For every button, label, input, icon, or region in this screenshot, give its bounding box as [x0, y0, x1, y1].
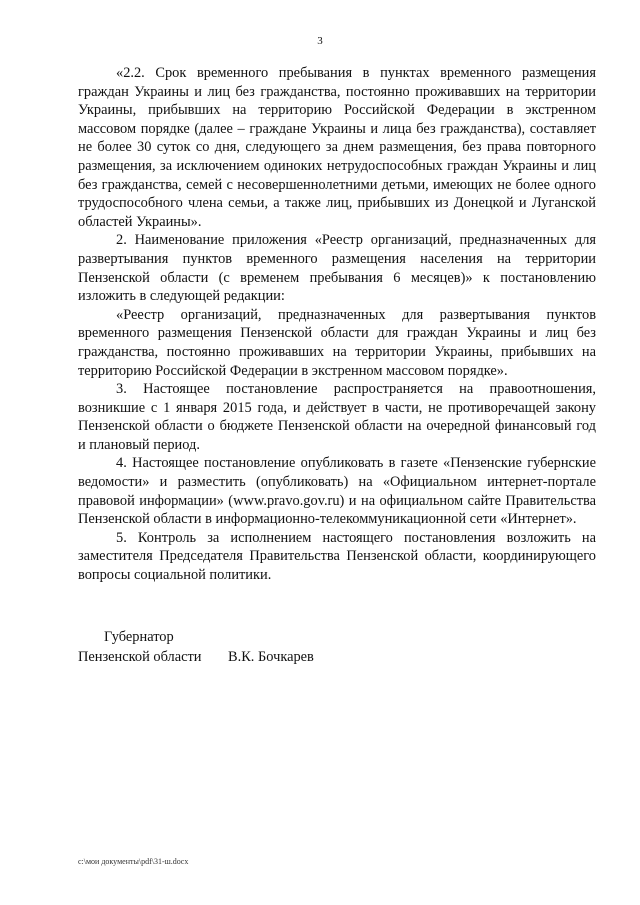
page-number: 3 [317, 35, 323, 47]
signature-name: В.К. Бочкарев [228, 649, 314, 665]
signature-title: Губернатор [104, 629, 174, 645]
signature-block [78, 627, 314, 667]
paragraph-5: 5. Контроль за исполнением настоящего постановления возложить на заместителя Председателя Правительства Пензенской области, координирующего вопросы социальной политики. [78, 529, 596, 584]
signature-org: Пензенской области [78, 649, 202, 665]
file-path-footer: c:\мои документы\pdf\31-ш.docx [78, 857, 189, 866]
document-body [78, 64, 596, 585]
paragraph-2-2: «2.2. Срок временного пребывания в пунктах временного размещения граждан Украины и лиц без гражданства, постоянно проживавших на территории Украины, прибывших на территорию Российской Федерации в экстренном массовом порядке (далее – граждане Украины и лица без гражданства), составляет не более 30 суток со дня, следующего за днем размещения, без права повторного размещения, за исключением одиноких нетрудоспособных граждан Украины и лиц без гражданства, семей с несовершеннолетними детьми, имеющих не более одного трудоспособного члена семьи, а также лиц, прибывших из Донецкой и Луганской областей Украины». [78, 65, 596, 230]
paragraph-4: 4. Настоящее постановление опубликовать в газете «Пензенские губернские ведомости» и разместить (опубликовать) на «Официальном интернет-портале правовой информации» (www.pravo.gov.ru) и на официальном сайте Правительства Пензенской области в информационно-телекоммуникационной сети «Интернет». [78, 455, 596, 528]
paragraph-2: 2. Наименование приложения «Реестр организаций, предназначенных для развертывания пунктов временного размещения населения на территории Пензенской области (с временем пребывания 6 месяцев)» к постановлению изложить в следующей редакции: [78, 232, 596, 305]
paragraph-registry-title: «Реестр организаций, предназначенных для развертывания пунктов временного размещения Пензенской области для граждан Украины и лиц без гражданства, постоянно проживавших на территории Украины, прибывших на территорию Российской Федерации в экстренном массовом порядке». [78, 306, 596, 379]
paragraph-3: 3. Настоящее постановление распространяется на правоотношения, возникшие с 1 января 2015 года, и действует в части, не противоречащей закону Пензенской области о бюджете Пензенской области на очередной финансовый год и плановый период. [78, 381, 596, 453]
signature-row [78, 647, 314, 667]
